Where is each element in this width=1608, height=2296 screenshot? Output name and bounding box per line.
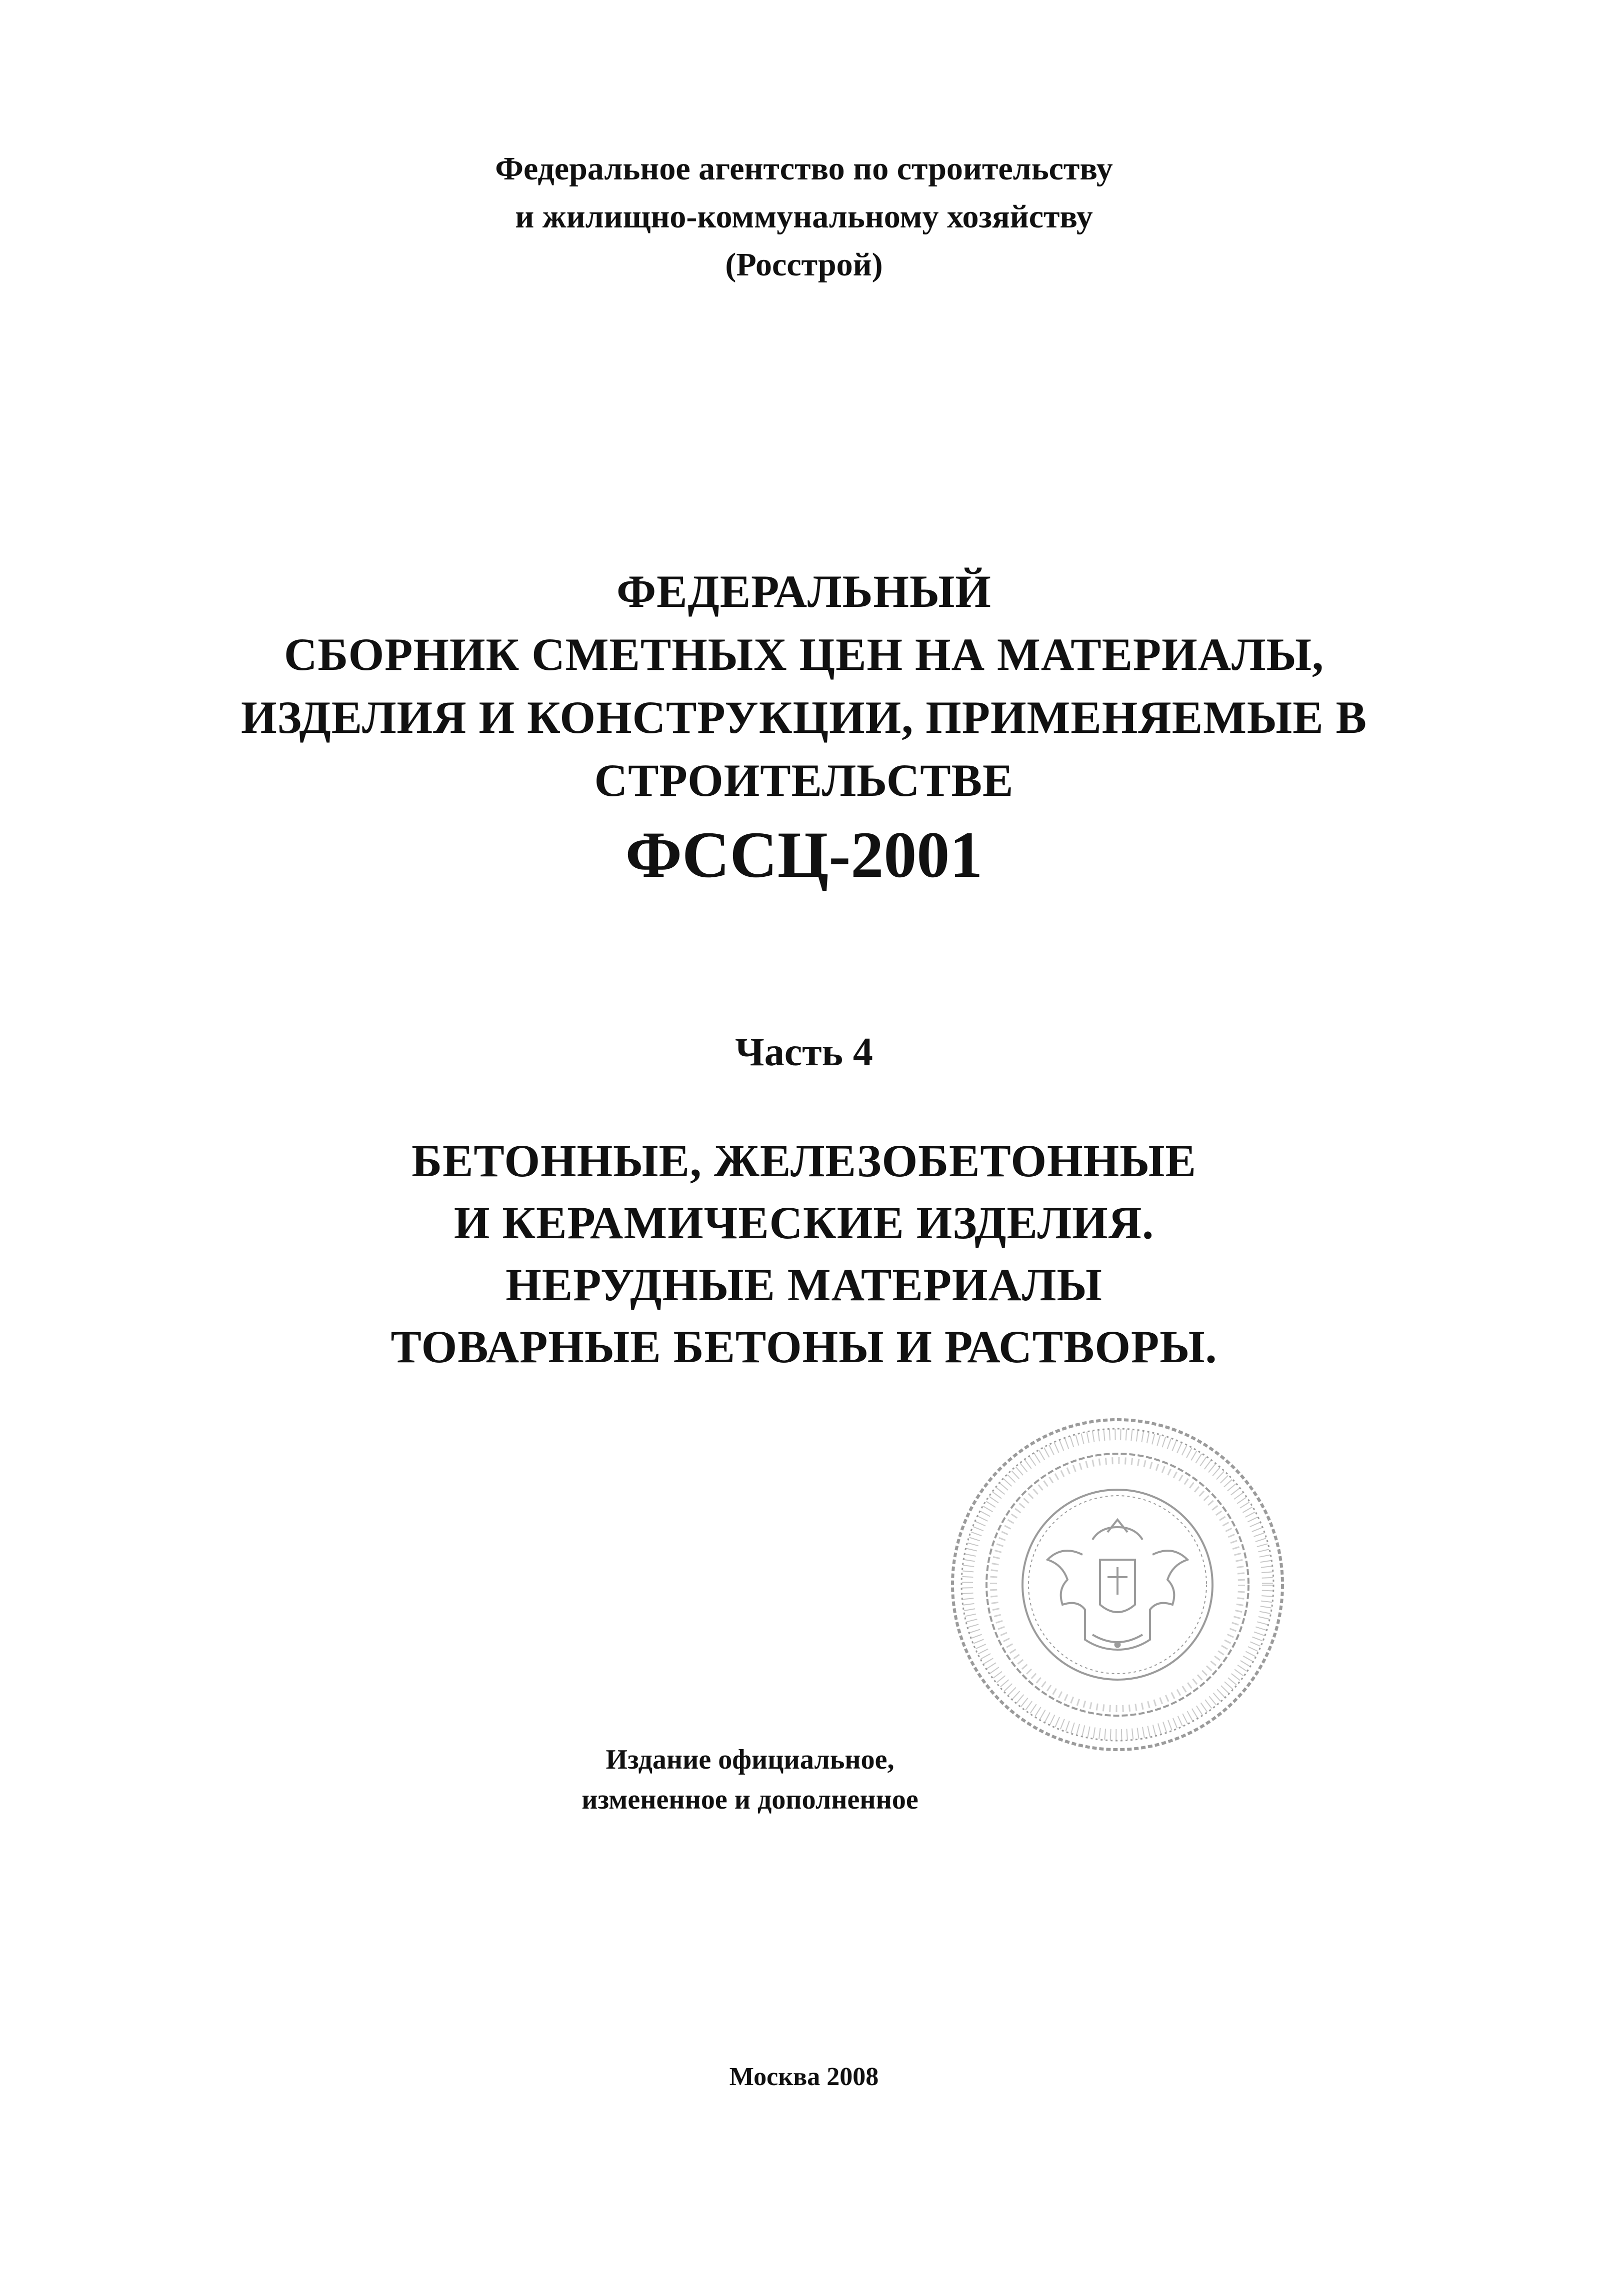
document-title bbox=[0, 560, 1608, 812]
edition-line-2: измененное и дополненное bbox=[582, 1784, 918, 1815]
subtitle-line-2: И КЕРАМИЧЕСКИЕ ИЗДЕЛИЯ. bbox=[454, 1197, 1154, 1248]
official-seal-icon bbox=[942, 1410, 1292, 1760]
city-year: Москва 2008 bbox=[729, 2063, 879, 2091]
agency-line-2: и жилищно-коммунальному хозяйству bbox=[515, 198, 1093, 235]
agency-heading bbox=[0, 145, 1608, 289]
subtitle-line-4: ТОВАРНЫЕ БЕТОНЫ И РАСТВОРЫ. bbox=[390, 1321, 1218, 1372]
document-code: ФССЦ-2001 bbox=[625, 818, 983, 891]
title-line-4: СТРОИТЕЛЬСТВЕ bbox=[594, 755, 1014, 806]
agency-line-1: Федеральное агентство по строительству bbox=[495, 150, 1113, 187]
subtitle-line-1: БЕТОННЫЕ, ЖЕЛЕЗОБЕТОННЫЕ bbox=[412, 1135, 1196, 1186]
edition-line-1: Издание официальное, bbox=[606, 1744, 894, 1775]
title-line-2: СБОРНИК СМЕТНЫХ ЦЕН НА МАТЕРИАЛЫ, bbox=[284, 629, 1324, 680]
agency-line-3: (Росстрой) bbox=[725, 246, 883, 283]
subtitle-line-3: НЕРУДНЫЕ МАТЕРИАЛЫ bbox=[506, 1259, 1102, 1310]
title-line-1: ФЕДЕРАЛЬНЫЙ bbox=[616, 566, 992, 617]
part-subtitle bbox=[0, 1130, 1608, 1378]
part-number: Часть 4 bbox=[735, 1030, 873, 1074]
edition-note bbox=[500, 1740, 1000, 1820]
title-line-3: ИЗДЕЛИЯ И КОНСТРУКЦИИ, ПРИМЕНЯЕМЫЕ В bbox=[241, 692, 1367, 743]
